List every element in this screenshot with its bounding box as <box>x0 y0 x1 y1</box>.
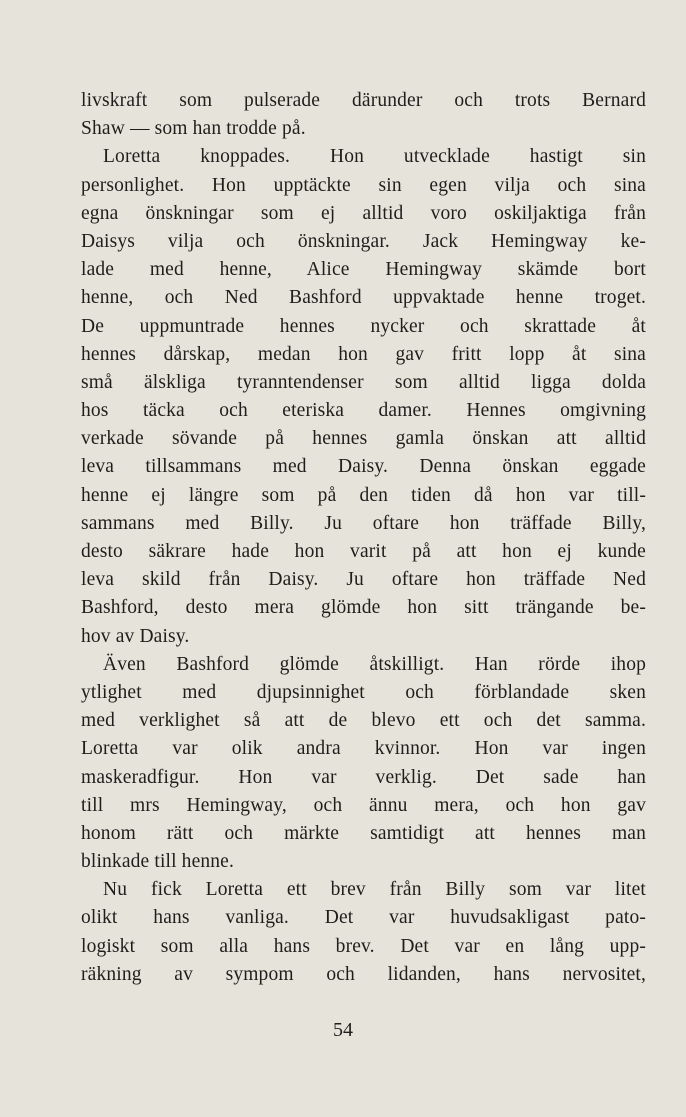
page-number: 54 <box>333 1019 353 1041</box>
text-line: De uppmuntrade hennes nycker och skrattade åt <box>81 315 646 337</box>
text-line: sammans med Billy. Ju oftare hon träffade Billy, <box>81 512 646 534</box>
text-line: personlighet. Hon upptäckte sin egen vilja och sina <box>81 174 646 196</box>
text-line: Loretta var olik andra kvinnor. Hon var ingen <box>81 738 646 760</box>
text-line: Daisys vilja och önskningar. Jack Hemingway ke- <box>81 230 646 252</box>
text-line: desto säkrare hade hon varit på att hon ej kunde <box>81 541 646 562</box>
text-line: maskeradfigur. Hon var verklig. Det sade han <box>81 766 646 788</box>
text-line: hennes dårskap, medan hon gav fritt lopp åt sina <box>81 343 646 365</box>
text-line: honom rätt och märkte samtidigt att hennes man <box>81 822 646 844</box>
text-line: logiskt som alla hans brev. Det var en lång upp- <box>81 935 646 957</box>
text-line: hos täcka och eteriska damer. Hennes omgivning <box>81 400 646 422</box>
text-line: Bashford, desto mera glömde hon sitt trängande be- <box>81 597 646 619</box>
text-line: blinkade till henne. <box>81 851 235 873</box>
text-line: lade med henne, Alice Hemingway skämde bort <box>81 259 646 281</box>
text-line: Även Bashford glömde åtskilligt. Han rörde ihop <box>103 653 646 675</box>
text-line: henne, och Ned Bashford uppvaktade henne troget. <box>81 287 646 309</box>
text-line: ytlighet med djupsinnighet och förblandade sken <box>81 681 646 703</box>
text-line: Loretta knoppades. Hon utvecklade hastigt sin <box>103 146 646 168</box>
text-line: livskraft som pulserade därunder och trots Bernard <box>81 90 646 111</box>
text-line: räkning av sympom och lidanden, hans nervositet, <box>81 963 646 985</box>
text-line: till mrs Hemingway, och ännu mera, och hon gav <box>81 794 646 816</box>
text-line: med verklighet så att de blevo ett och det samma. <box>81 710 646 732</box>
text-line: henne ej längre som på den tiden då hon var till- <box>81 484 646 506</box>
text-line: Shaw — som han trodde på. <box>81 118 306 140</box>
text-line: egna önskningar som ej alltid voro oskiljaktiga från <box>81 202 646 224</box>
text-line: leva tillsammans med Daisy. Denna önskan eggade <box>81 456 646 478</box>
text-line: små älskliga tyranntendenser som alltid ligga dolda <box>81 371 646 393</box>
text-line: hov av Daisy. <box>81 625 190 647</box>
text-line: Nu fick Loretta ett brev från Billy som var litet <box>103 879 646 901</box>
text-line: leva skild från Daisy. Ju oftare hon träffade Ned <box>81 569 646 591</box>
text-line: verkade sövande på hennes gamla önskan att alltid <box>81 428 646 450</box>
text-line: olikt hans vanliga. Det var huvudsakligast pato- <box>81 907 646 929</box>
body-text <box>81 87 646 989</box>
